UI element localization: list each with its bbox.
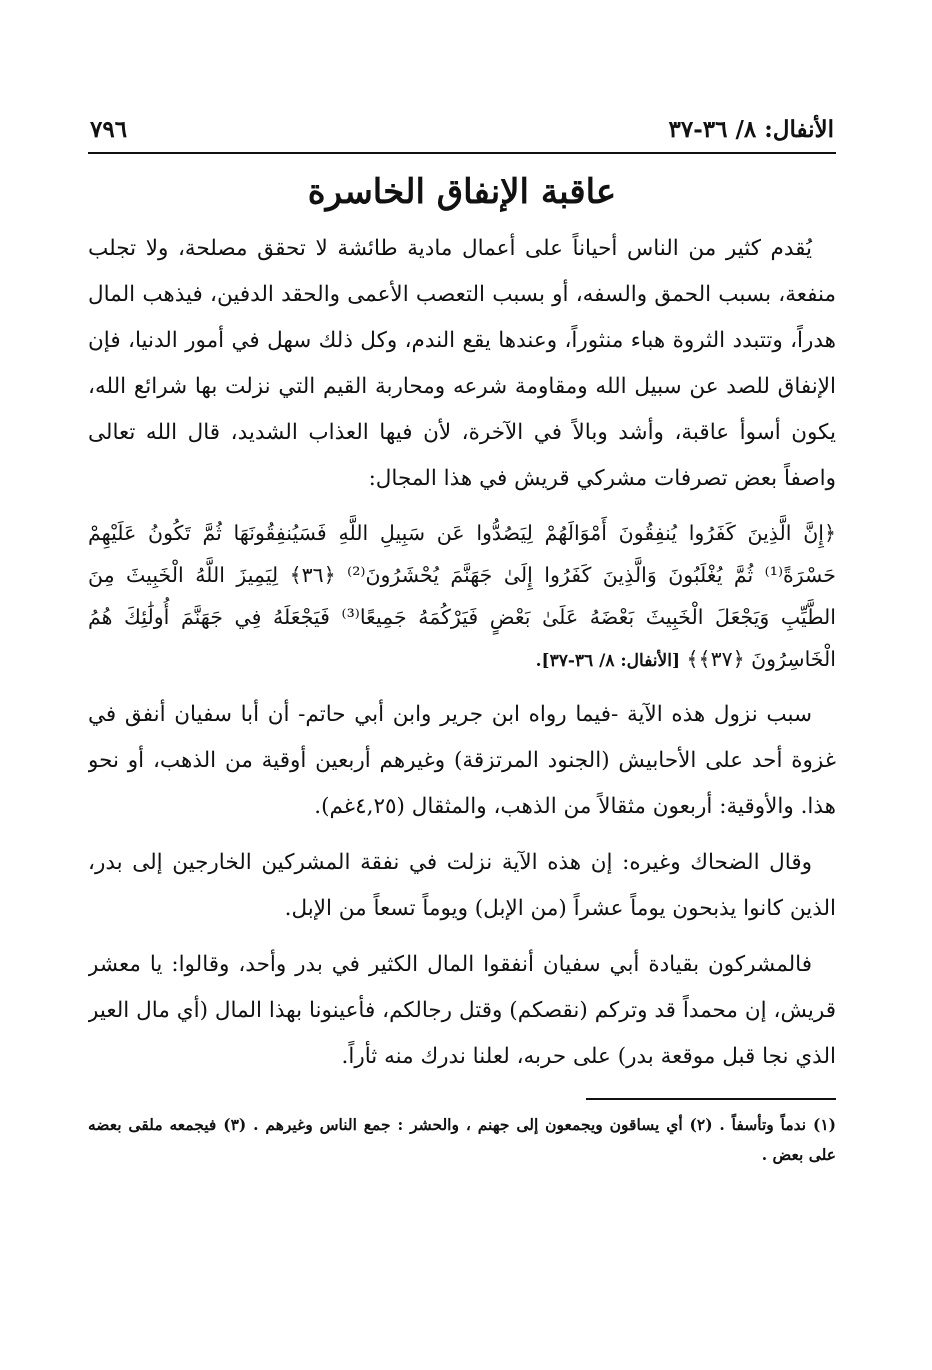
footnote-divider [586,1098,836,1100]
running-header [88,110,836,154]
paragraph-mushrikun: فالمشركون بقيادة أبي سفيان أنفقوا المال الكثير في بدر وأحد، وقالوا: يا معشر قريش، إن محمداً قد وتركم (نقصكم) وقتل رجالكم، فأعينونا بهذا المال (أي مال العير الذي نجا قبل موقعة بدر) على حربه، لعلنا ندرك منه ثأراً. [88,952,836,1069]
section-title: عاقبة الإنفاق الخاسرة [307,172,617,212]
book-page [88,110,836,1260]
page-number: ٧٩٦ [90,115,128,143]
chapter-reference: الأنفال: ٨/ ٣٦-٣٧ [668,115,834,143]
paragraph-dahhak: وقال الضحاك وغيره: إن هذه الآية نزلت في نفقة المشركين الخارجين إلى بدر، الذين كانوا يذبحون يوماً عشراً (من الإبل) ويوماً تسعاً من الإبل. [88,850,836,921]
quran-verse-block [88,512,836,682]
paragraph-intro: يُقدم كثير من الناس أحياناً على أعمال مادية طائشة لا تحقق مصلحة، ولا تجلب منفعة، بسبب الحمق والسفه، أو بسبب التعصب الأعمى والحقد الدفين، فيذهب المال هدراً، وتتبدد الثروة هباء منثوراً، وعندها يقع الندم، وكل ذلك سهل في أمور الدنيا، فإن الإنفاق للصد عن سبيل الله ومقاومة شرعه ومحاربة القيم التي نزلت بها شرائع الله، يكون أسوأ عاقبة، وأشد وبالاً في الآخرة، لأن فيها العذاب الشديد، قال الله تعالى واصفاً بعض تصرفات مشركي قريش في هذا المجال: [88,236,836,491]
paragraph-revelation-cause: سبب نزول هذه الآية -فيما رواه ابن جرير وابن أبي حاتم- أن أبا سفيان أنفق في غزوة أحد على الأحابيش (الجنود المرتزقة) وغيرهم أربعين أوقية من الذهب، أو نحو هذا. والأوقية: أربعون مثقالاً من الذهب، والمثقال (٤,٢٥غم). [88,702,836,819]
quran-verse-text: ﴿إِنَّ الَّذِينَ كَفَرُوا يُنفِقُونَ أَمْوَالَهُمْ لِيَصُدُّوا عَن سَبِيلِ اللَّهِ فَسَيُنفِقُونَهَا ثُمَّ تَكُونُ عَلَيْهِمْ حَسْرَةً⁽¹⁾ ثُمَّ يُغْلَبُونَ وَالَّذِينَ كَفَرُوا إِلَىٰ جَهَنَّمَ يُحْشَرُونَ⁽²⁾ ﴿٣٦﴾ لِيَمِيزَ اللَّهُ الْخَبِيثَ مِنَ الطَّيِّبِ وَيَجْعَلَ الْخَبِيثَ بَعْضَهُ عَلَىٰ بَعْضٍ فَيَرْكُمَهُ جَمِيعًا⁽³⁾ فَيَجْعَلَهُ فِي جَهَنَّمَ أُولَٰئِكَ هُمُ الْخَاسِرُونَ ﴿٣٧﴾﴾ [88,521,836,671]
verse-reference: [الأنفال: ٨/ ٣٦-٣٧]. [535,651,680,671]
footnotes: (١) ندماً وتأسفاً . (٢) أي يساقون ويجمعون إلى جهنم ، والحشر : جمع الناس وغيرهم . (٣) فيجمعه ملقى بعضه على بعض . [88,1115,836,1164]
